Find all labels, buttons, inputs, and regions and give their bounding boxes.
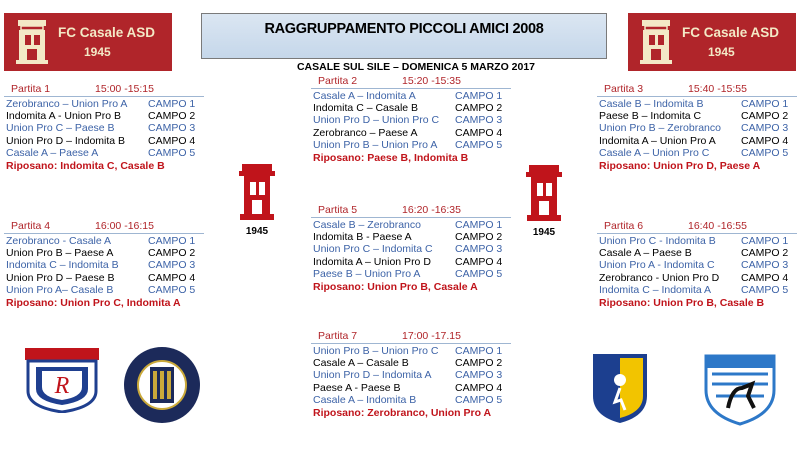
fixture-field: CAMPO 3 [455, 369, 503, 382]
fixture-row [4, 147, 204, 160]
fixture-field: CAMPO 1 [741, 235, 789, 247]
match-block-3 [597, 83, 797, 183]
fixture-teams: Zerobranco – Union Pro A [6, 98, 128, 110]
club-logo-right [628, 13, 796, 71]
fixture-row [597, 98, 797, 111]
fixture-teams: Indomita B - Paese A [313, 231, 412, 244]
fixture-field: CAMPO 2 [741, 110, 789, 123]
resting-teams: Riposano: Union Pro D, Paese A [599, 160, 761, 172]
fixture-teams: Union Pro D – Indomita B [6, 134, 126, 147]
fixture-row [311, 114, 511, 127]
fixture-row [597, 135, 797, 148]
tower-icon [12, 18, 52, 66]
fixture-field: CAMPO 4 [455, 255, 503, 268]
resting-teams: Riposano: Indomita C, Casale B [6, 160, 165, 172]
header-divider [597, 96, 797, 97]
tower-year: 1945 [532, 227, 556, 238]
fixture-teams: Indomita A – Union Pro D [313, 255, 431, 268]
fixture-row [597, 235, 797, 248]
fixture-teams: Paese B – Indomita C [599, 110, 702, 123]
match-header [4, 83, 204, 96]
match-block-4 [4, 220, 204, 320]
tower-emblem-left [236, 162, 278, 240]
fixture-row [311, 102, 511, 115]
fixture-row [311, 369, 511, 382]
match-header [311, 75, 511, 88]
fixture-row [597, 147, 797, 160]
fixture-teams: Union Pro B – Union Pro A [313, 138, 438, 151]
fixture-row [311, 219, 511, 232]
fixture-teams: Zerobranco - Union Pro D [599, 271, 720, 284]
tower-icon [636, 18, 676, 66]
fixture-field: CAMPO 1 [455, 219, 503, 231]
match-header [597, 83, 797, 96]
fixture-teams: Casale A – Union Pro C [599, 146, 710, 159]
match-block-2 [311, 75, 511, 175]
fixture-row [311, 243, 511, 256]
club-logo-left [4, 13, 172, 71]
fixture-row [597, 110, 797, 123]
header-divider [597, 233, 797, 234]
indomita-badge [702, 350, 778, 426]
header-divider [4, 96, 204, 97]
fixture-field: CAMPO 4 [148, 134, 196, 147]
fixture-field: CAMPO 2 [148, 110, 196, 123]
fixture-row [311, 268, 511, 281]
tower-year: 1945 [245, 226, 269, 237]
fixture-teams: Union Pro A - Indomita C [599, 259, 715, 272]
fixture-teams: Indomita C – Casale B [313, 102, 419, 115]
fixture-field: CAMPO 3 [455, 243, 503, 256]
match-time: 16:40 -16:55 [688, 220, 747, 232]
fixture-field: CAMPO 2 [741, 247, 789, 260]
match-number: Partita 4 [11, 220, 51, 232]
fixture-field: CAMPO 5 [148, 283, 196, 296]
resting-teams: Riposano: Paese B, Indomita B [313, 152, 469, 164]
fixture-field: CAMPO 5 [148, 146, 196, 159]
fixture-teams: Indomita C – Indomita A [599, 283, 712, 296]
fixture-row [4, 235, 204, 248]
fixture-teams: Union Pro B – Union Pro C [313, 345, 439, 357]
fixture-teams: Union Pro D – Union Pro C [313, 114, 440, 127]
fixture-teams: Casale A – Casale B [313, 357, 409, 370]
fixture-row [311, 256, 511, 269]
fixture-field: CAMPO 2 [455, 357, 503, 370]
zerobranco-badge [24, 347, 100, 413]
fixture-field: CAMPO 5 [455, 393, 503, 406]
match-block-5 [311, 204, 511, 304]
fixture-teams: Indomita A - Union Pro B [6, 110, 121, 123]
fixture-teams: Union Pro C – Paese B [6, 122, 115, 135]
match-header [311, 330, 511, 343]
match-number: Partita 7 [318, 330, 358, 342]
resting-teams: Riposano: Zerobranco, Union Pro A [313, 407, 492, 419]
fixture-field: CAMPO 3 [741, 122, 789, 135]
match-number: Partita 6 [604, 220, 644, 232]
fixture-row [311, 357, 511, 370]
fixture-field: CAMPO 4 [741, 134, 789, 147]
fixture-row [4, 110, 204, 123]
match-block-1 [4, 83, 204, 183]
resting-teams: Riposano: Union Pro C, Indomita A [6, 297, 181, 309]
match-number: Partita 2 [318, 75, 358, 87]
fixture-teams: Zerobranco - Casale A [6, 235, 112, 247]
match-header [4, 220, 204, 233]
fixture-row [597, 284, 797, 297]
match-time: 16:00 -16:15 [95, 220, 154, 232]
fixture-teams: Casale A – Indomita B [313, 393, 417, 406]
fixture-row [4, 135, 204, 148]
fixture-field: CAMPO 1 [455, 345, 503, 357]
fixture-teams: Indomita A – Union Pro A [599, 134, 716, 147]
header-divider [311, 217, 511, 218]
fixture-teams: Union Pro D – Indomita A [313, 369, 432, 382]
fixture-row [311, 139, 511, 152]
fixture-field: CAMPO 5 [741, 146, 789, 159]
header-divider [311, 343, 511, 344]
fixture-field: CAMPO 2 [455, 231, 503, 244]
tower-icon [523, 163, 565, 225]
match-time: 15:40 -15:55 [688, 83, 747, 95]
fixture-teams: Zerobranco – Paese A [313, 126, 418, 139]
paese-badge [591, 352, 649, 424]
tower-icon [236, 162, 278, 224]
fixture-teams: Casale A – Indomita A [313, 90, 416, 102]
fixture-teams: Union Pro C - Indomita B [599, 235, 716, 247]
fixture-teams: Paese B – Union Pro A [313, 267, 421, 280]
match-header [311, 204, 511, 217]
match-time: 16:20 -16:35 [402, 204, 461, 216]
fixture-field: CAMPO 5 [741, 283, 789, 296]
club-name: FC Casale ASD [58, 25, 156, 40]
match-number: Partita 1 [11, 83, 51, 95]
fixture-field: CAMPO 1 [148, 235, 196, 247]
fixture-row [311, 382, 511, 395]
fixture-field: CAMPO 1 [455, 90, 503, 102]
page-subtitle: CASALE SUL SILE – DOMENICA 5 MARZO 2017 [296, 61, 536, 73]
fixture-field: CAMPO 4 [455, 381, 503, 394]
resting-teams: Riposano: Union Pro B, Casale B [599, 297, 765, 309]
club-name: FC Casale ASD [682, 25, 780, 40]
fixture-field: CAMPO 2 [148, 247, 196, 260]
fixture-teams: Casale B – Zerobranco [313, 219, 421, 231]
match-number: Partita 3 [604, 83, 644, 95]
club-year: 1945 [84, 45, 111, 59]
resting-teams: Riposano: Union Pro B, Casale A [313, 281, 478, 293]
fixture-teams: Indomita C – Indomita B [6, 259, 119, 272]
svg-text:R: R [54, 373, 70, 399]
title-banner [201, 13, 607, 59]
fixture-row [311, 231, 511, 244]
fixture-teams: Casale A – Paese A [6, 146, 99, 159]
fixture-teams: Casale A – Paese B [599, 247, 692, 260]
fixture-field: CAMPO 1 [741, 98, 789, 110]
fixture-row [597, 122, 797, 135]
fixture-field: CAMPO 5 [455, 138, 503, 151]
fixture-teams: Union Pro B – Zerobranco [599, 122, 721, 135]
fixture-field: CAMPO 3 [455, 114, 503, 127]
fixture-row [597, 272, 797, 285]
fixture-row [311, 394, 511, 407]
match-number: Partita 5 [318, 204, 358, 216]
fixture-field: CAMPO 2 [455, 102, 503, 115]
match-time: 15:00 -15:15 [95, 83, 154, 95]
union-pro-badge [122, 345, 202, 425]
fixture-row [311, 90, 511, 103]
fixture-row [4, 259, 204, 272]
fixture-row [597, 247, 797, 260]
fixture-teams: Union Pro B – Paese A [6, 247, 114, 260]
fixture-field: CAMPO 4 [455, 126, 503, 139]
fixture-teams: Union Pro D – Paese B [6, 271, 115, 284]
match-header [597, 220, 797, 233]
fixture-row [311, 127, 511, 140]
club-year: 1945 [708, 45, 735, 59]
fixture-field: CAMPO 3 [148, 259, 196, 272]
fixture-field: CAMPO 1 [148, 98, 196, 110]
match-block-6 [597, 220, 797, 320]
match-time: 17:00 -17.15 [402, 330, 461, 342]
match-block-7 [311, 330, 511, 430]
fixture-row [4, 98, 204, 111]
header-divider [311, 88, 511, 89]
fixture-field: CAMPO 4 [148, 271, 196, 284]
fixture-teams: Paese A - Paese B [313, 381, 401, 394]
fixture-row [4, 284, 204, 297]
fixture-teams: Union Pro A– Casale B [6, 283, 114, 296]
fixture-field: CAMPO 3 [148, 122, 196, 135]
fixture-field: CAMPO 4 [741, 271, 789, 284]
fixture-row [597, 259, 797, 272]
fixture-row [311, 345, 511, 358]
page-title: RAGGRUPPAMENTO PICCOLI AMICI 2008 [264, 21, 544, 37]
header-divider [4, 233, 204, 234]
fixture-field: CAMPO 3 [741, 259, 789, 272]
fixture-row [4, 272, 204, 285]
match-time: 15:20 -15:35 [402, 75, 461, 87]
tower-emblem-right [523, 163, 565, 241]
fixture-row [4, 122, 204, 135]
fixture-teams: Casale B – Indomita B [599, 98, 704, 110]
fixture-teams: Union Pro C – Indomita C [313, 243, 433, 256]
fixture-field: CAMPO 5 [455, 267, 503, 280]
fixture-row [4, 247, 204, 260]
